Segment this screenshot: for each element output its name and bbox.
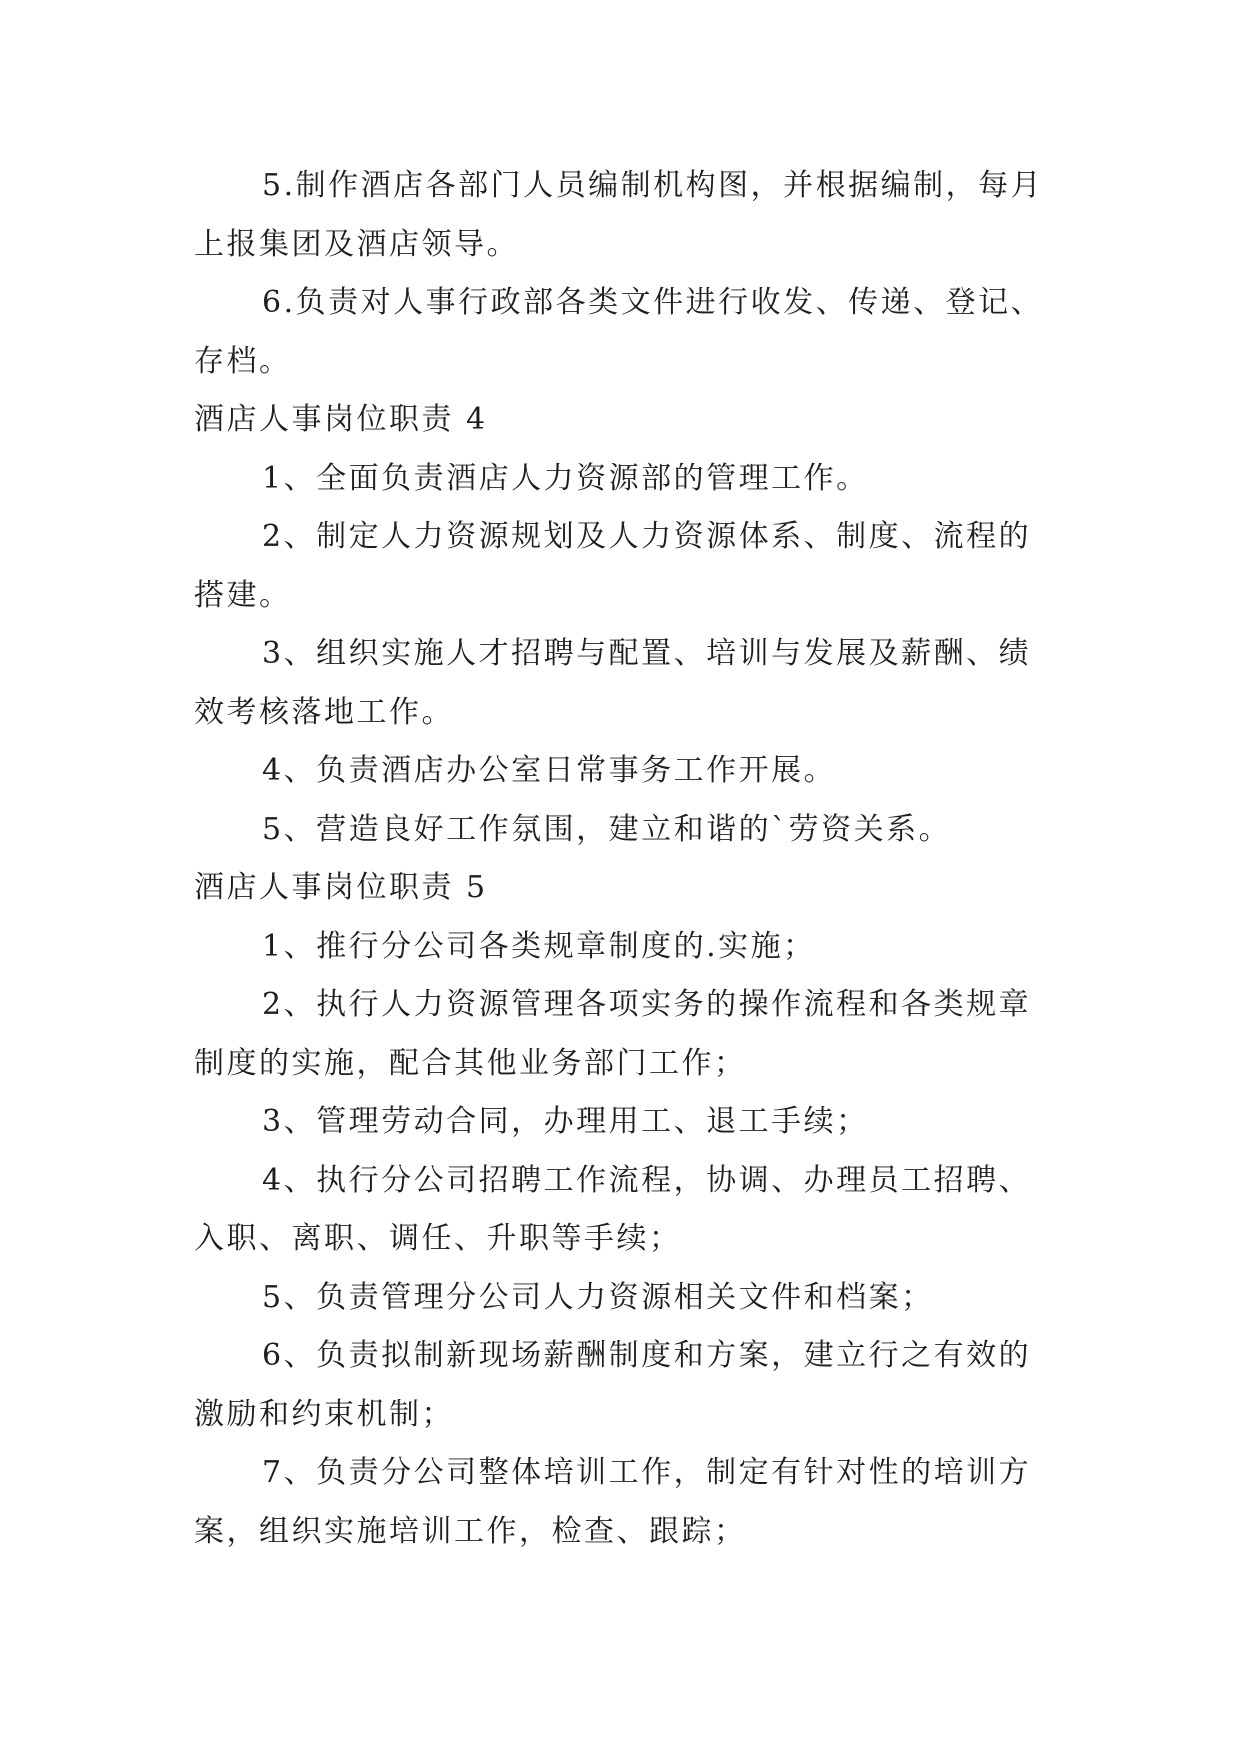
list-item — [194, 450, 1094, 509]
list-item-line: 1、全面负责酒店人力资源部的管理工作。 — [262, 460, 869, 496]
list-item — [194, 1093, 1094, 1152]
list-item-line: 5.制作酒店各部门人员编制机构图，并根据编制，每月 — [262, 168, 1044, 203]
list-item-line: 入职、离职、调任、升职等手续； — [194, 1221, 682, 1256]
list-item — [194, 1152, 1094, 1269]
list-item-line: 1、推行分公司各类规章制度的.实施； — [262, 928, 816, 964]
list-item-line: 制度的实施，配合其他业务部门工作； — [194, 1045, 747, 1081]
section-continued — [194, 157, 1094, 391]
list-item-line: 效考核落地工作。 — [194, 694, 454, 730]
list-item-line: 2、制定人力资源规划及人力资源体系、制度、流程的 — [262, 519, 1032, 554]
list-item — [194, 801, 1094, 860]
list-item-line: 5、营造良好工作氛围，建立和谐的`劳资关系。 — [262, 811, 952, 847]
list-item — [194, 625, 1094, 742]
list-item-line: 案，组织实施培训工作，检查、跟踪； — [194, 1513, 747, 1549]
list-item-line: 4、负责酒店办公室日常事务工作开展。 — [262, 753, 837, 788]
section-duties-5 — [194, 859, 1094, 1561]
list-item-line: 3、组织实施人才招聘与配置、培训与发展及薪酬、绩 — [262, 636, 1032, 671]
section-duties-4 — [194, 391, 1094, 859]
list-item-line: 4、执行分公司招聘工作流程，协调、办理员工招聘、 — [262, 1162, 1032, 1198]
list-item-line: 6.负责对人事行政部各类文件进行收发、传递、登记、 — [262, 285, 1044, 320]
list-item-line: 存档。 — [194, 343, 292, 379]
list-item — [194, 274, 1094, 391]
list-item — [194, 742, 1094, 801]
list-item — [194, 1327, 1094, 1444]
list-item-line: 激励和约束机制； — [194, 1396, 454, 1432]
list-item — [194, 1269, 1094, 1328]
list-item-line: 搭建。 — [194, 577, 292, 613]
section-heading: 酒店人事岗位职责 4 — [194, 402, 488, 437]
list-item-line: 2、执行人力资源管理各项实务的操作流程和各类规章 — [262, 987, 1032, 1022]
list-item — [194, 508, 1094, 625]
section-heading: 酒店人事岗位职责 5 — [194, 870, 488, 905]
list-item-line: 上报集团及酒店领导。 — [194, 226, 519, 262]
list-item-line: 6、负责拟制新现场薪酬制度和方案，建立行之有效的 — [262, 1338, 1032, 1373]
list-item — [194, 157, 1094, 274]
list-item-line: 7、负责分公司整体培训工作，制定有针对性的培训方 — [262, 1455, 1032, 1490]
list-item-line: 5、负责管理分公司人力资源相关文件和档案； — [262, 1279, 934, 1315]
list-item — [194, 976, 1094, 1093]
list-item-line: 3、管理劳动合同，办理用工、退工手续； — [262, 1104, 869, 1139]
document-body — [194, 157, 1094, 1561]
list-item — [194, 1444, 1094, 1561]
list-item — [194, 918, 1094, 977]
